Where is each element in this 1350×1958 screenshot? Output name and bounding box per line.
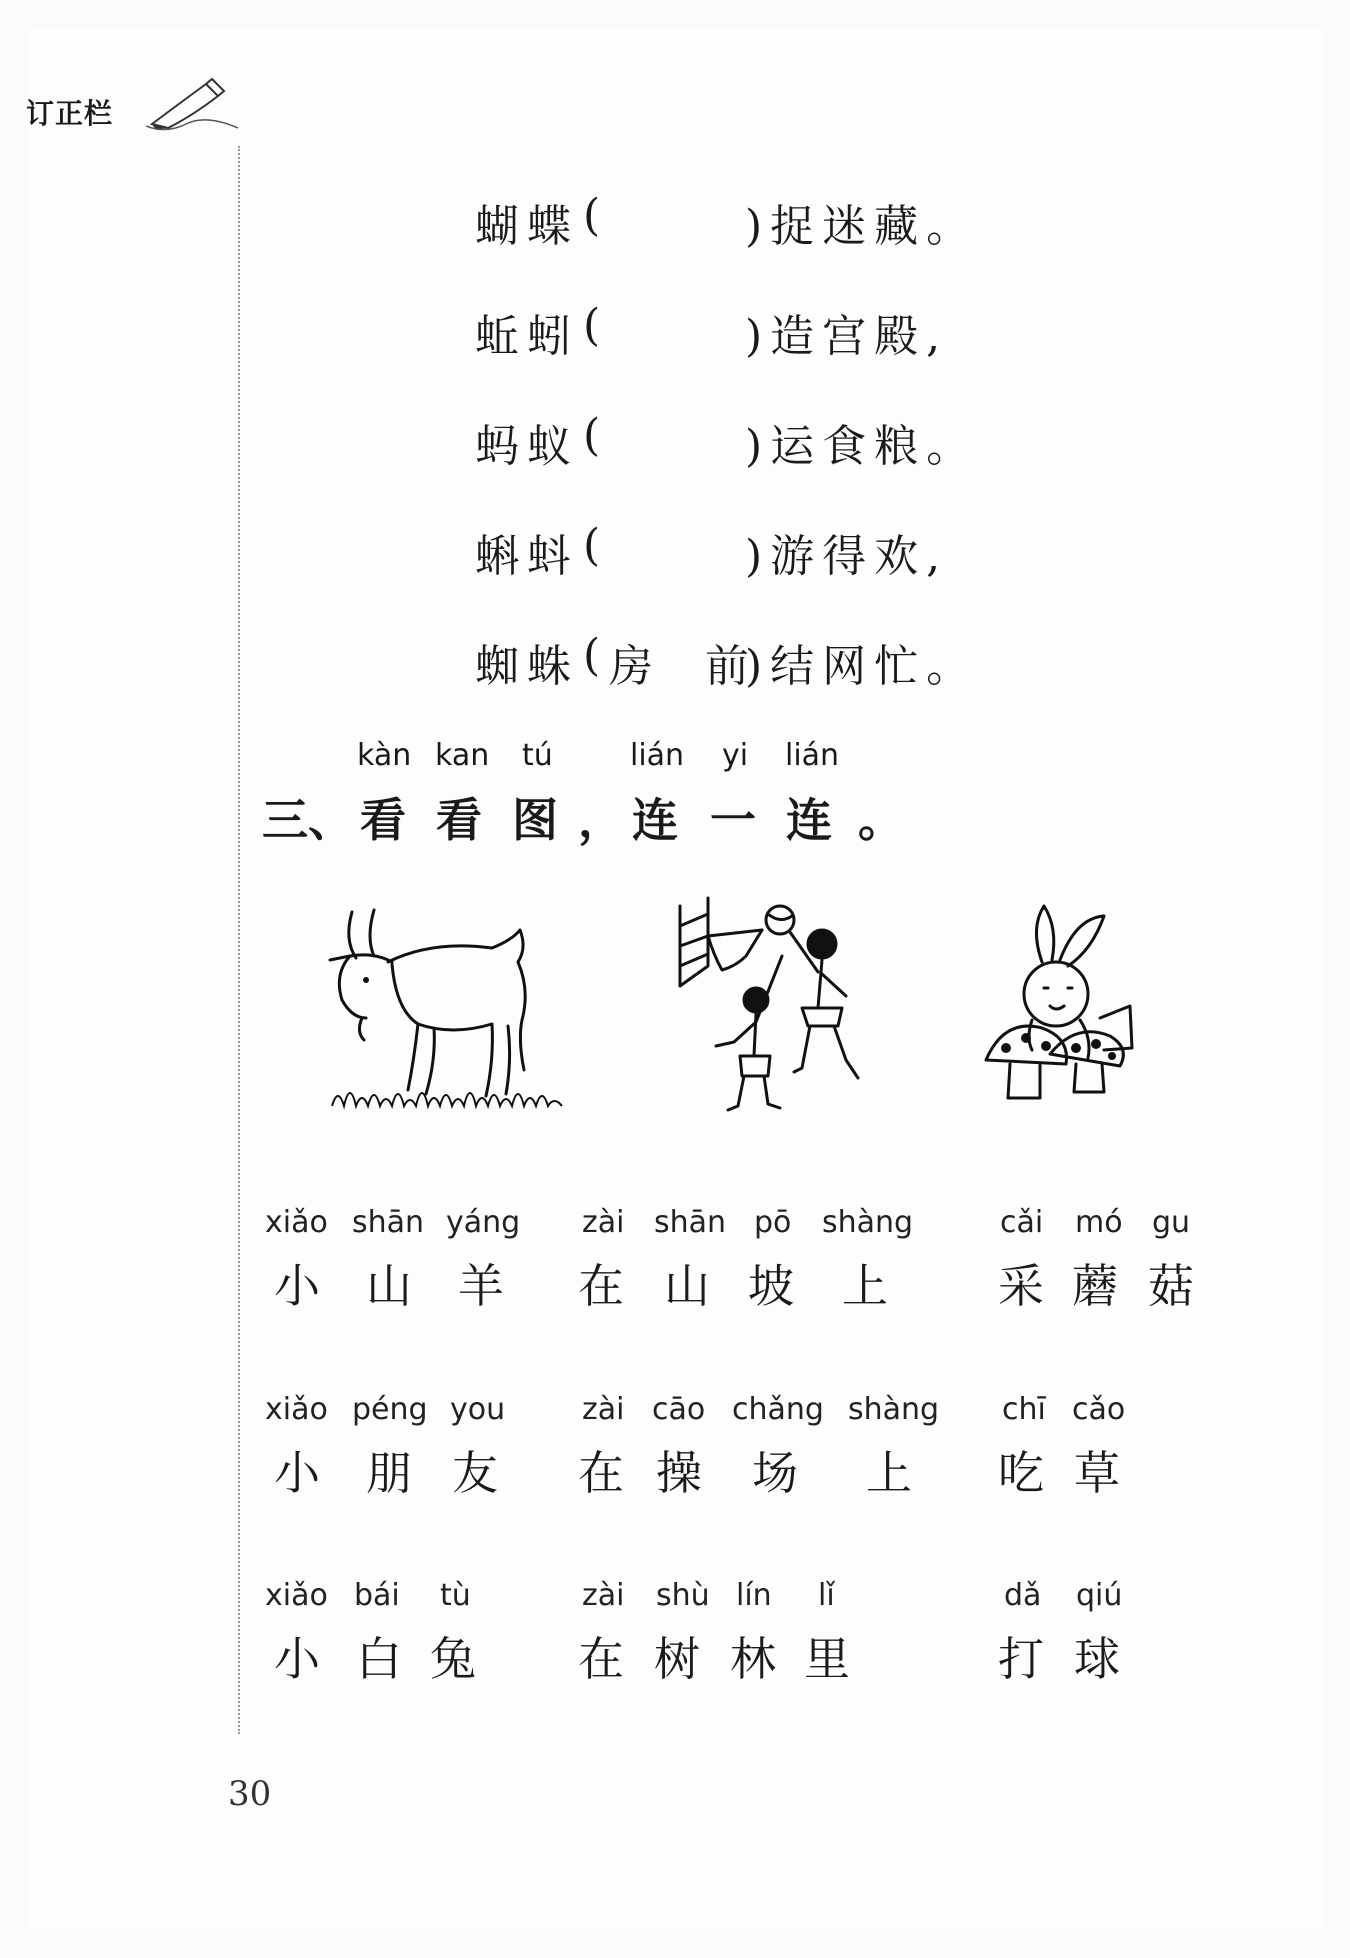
word-char: 操 <box>656 1446 702 1500</box>
word-char: 球 <box>1074 1632 1120 1686</box>
kids-playing-basketball-icon[interactable] <box>672 896 882 1116</box>
word-pinyin: zài <box>582 1205 625 1240</box>
word-char: 蘑 <box>1072 1259 1118 1313</box>
word-pinyin: qiú <box>1076 1578 1123 1613</box>
word-char: 小 <box>274 1632 320 1686</box>
word-pinyin: yáng <box>446 1205 521 1240</box>
heading-char: ， <box>578 793 624 847</box>
word-char: 山 <box>664 1259 710 1313</box>
word-pinyin: shān <box>654 1205 727 1240</box>
word-pinyin: bái <box>354 1578 400 1613</box>
goat-grazing-icon[interactable] <box>322 900 572 1115</box>
heading-char: 图 <box>512 793 558 847</box>
word-pinyin: zài <box>582 1578 625 1613</box>
word-pinyin: xiǎo <box>265 1578 328 1613</box>
word-char: 吃 <box>998 1446 1044 1500</box>
word-char: 小 <box>274 1259 320 1313</box>
poem-subject: 蜘蛛 <box>475 641 579 692</box>
word-char: 在 <box>578 1632 624 1686</box>
word-char: 在 <box>578 1446 624 1500</box>
word-char: 兔 <box>430 1632 476 1686</box>
poem-subject: 蝴蝶 <box>475 201 579 252</box>
rabbit-with-mushrooms-icon[interactable] <box>980 898 1140 1113</box>
word-char: 树 <box>654 1632 700 1686</box>
word-char: 上 <box>842 1259 888 1313</box>
word-char: 打 <box>998 1632 1044 1686</box>
open-paren: ( <box>583 520 601 571</box>
correction-column-title: 订正栏 <box>26 97 114 130</box>
open-paren: ( <box>583 630 601 681</box>
open-paren: ( <box>583 410 601 461</box>
word-char: 里 <box>804 1632 850 1686</box>
heading-pinyin: lián <box>785 738 840 773</box>
word-pinyin: you <box>450 1392 506 1427</box>
poem-predicate: )游得欢, <box>745 531 949 582</box>
heading-char: 看 <box>436 793 482 847</box>
heading-pinyin: yi <box>722 738 749 773</box>
word-pinyin: pō <box>754 1205 792 1240</box>
heading-pinyin: lián <box>630 738 685 773</box>
word-char: 坡 <box>748 1259 794 1313</box>
word-pinyin: shù <box>656 1578 710 1613</box>
word-pinyin: cǎi <box>1000 1205 1044 1240</box>
heading-char: 连 <box>786 793 832 847</box>
heading-char: 连 <box>632 793 678 847</box>
word-pinyin: lǐ <box>818 1578 835 1613</box>
section-number: 三、 <box>262 793 354 847</box>
margin-divider <box>238 146 240 1734</box>
answer-blank[interactable]: 房 前 <box>609 641 753 692</box>
word-char: 采 <box>998 1259 1044 1313</box>
word-char: 小 <box>274 1446 320 1500</box>
heading-char: 一 <box>710 793 756 847</box>
word-pinyin: cāo <box>652 1392 706 1427</box>
open-paren: ( <box>583 190 601 241</box>
poem-subject: 蝌蚪 <box>475 531 579 582</box>
poem-predicate: )捉迷藏。 <box>745 201 979 252</box>
word-char: 朋 <box>366 1446 412 1500</box>
word-pinyin: zài <box>582 1392 625 1427</box>
word-char: 山 <box>366 1259 412 1313</box>
poem-subject: 蚂蚁 <box>475 421 579 472</box>
word-char: 场 <box>752 1446 798 1500</box>
word-char: 上 <box>866 1446 912 1500</box>
word-pinyin: shàng <box>848 1392 940 1427</box>
word-pinyin: dǎ <box>1004 1578 1042 1613</box>
word-pinyin: lín <box>736 1578 772 1613</box>
heading-char: 看 <box>360 793 406 847</box>
page-number: 30 <box>228 1774 272 1814</box>
heading-char: 。 <box>858 793 904 847</box>
poem-predicate: )结网忙。 <box>745 641 979 692</box>
word-char: 林 <box>730 1632 776 1686</box>
word-pinyin: tù <box>440 1578 471 1613</box>
word-char: 在 <box>578 1259 624 1313</box>
poem-predicate: )运食粮。 <box>745 421 979 472</box>
heading-pinyin: kan <box>435 738 490 773</box>
word-pinyin: xiǎo <box>265 1392 328 1427</box>
heading-pinyin: kàn <box>357 738 412 773</box>
word-char: 菇 <box>1148 1259 1194 1313</box>
word-char: 友 <box>452 1446 498 1500</box>
word-pinyin: gu <box>1152 1205 1191 1240</box>
heading-pinyin: tú <box>522 738 553 773</box>
word-pinyin: xiǎo <box>265 1205 328 1240</box>
word-char: 草 <box>1074 1446 1120 1500</box>
word-pinyin: shàng <box>822 1205 914 1240</box>
word-pinyin: mó <box>1075 1205 1123 1240</box>
word-pinyin: cǎo <box>1072 1392 1126 1427</box>
word-char: 白 <box>356 1632 402 1686</box>
pencil-icon <box>146 76 238 132</box>
poem-subject: 蚯蚓 <box>475 311 579 362</box>
word-char: 羊 <box>458 1259 504 1313</box>
poem-predicate: )造宫殿, <box>745 311 949 362</box>
word-pinyin: chǎng <box>732 1392 824 1427</box>
word-pinyin: chī <box>1002 1392 1046 1427</box>
open-paren: ( <box>583 300 601 351</box>
word-pinyin: péng <box>352 1392 428 1427</box>
word-pinyin: shān <box>352 1205 425 1240</box>
